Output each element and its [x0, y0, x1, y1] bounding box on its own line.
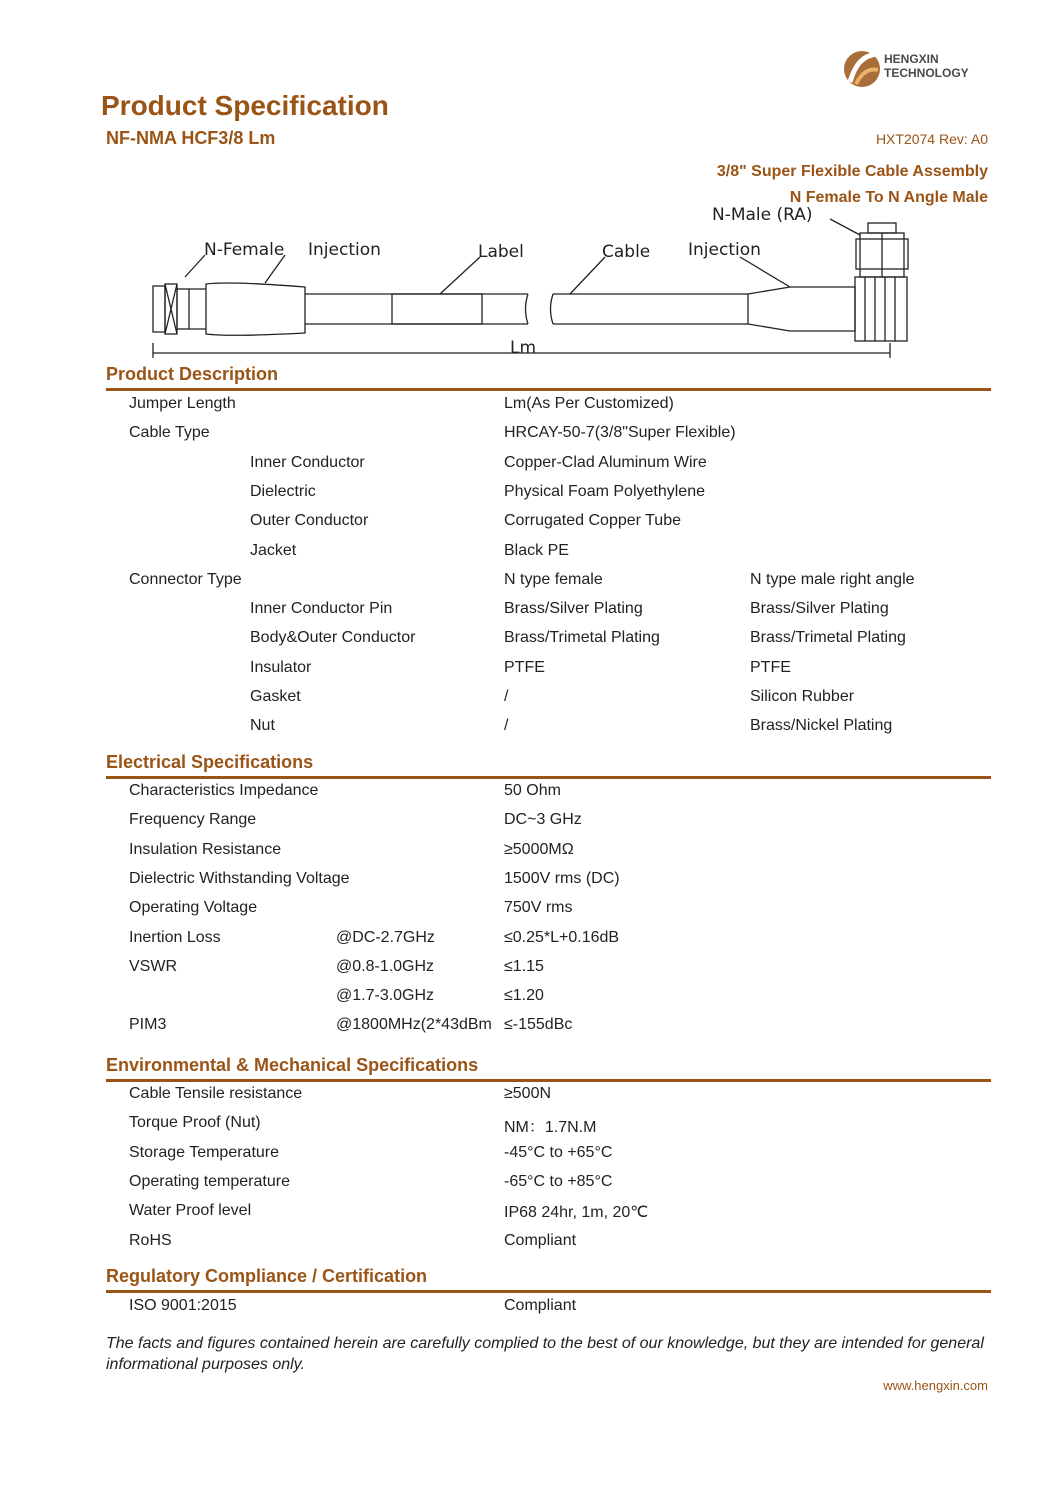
- table-row: [0, 899, 1060, 928]
- table-cell: ≤1.20: [504, 987, 544, 1005]
- table-cell: Inner Conductor Pin: [250, 600, 393, 618]
- table-cell: NM：1.7N.M: [504, 1119, 597, 1137]
- page-title: Product Specification: [101, 90, 389, 121]
- table-cell: -65°C to +85°C: [504, 1172, 613, 1190]
- section-heading: Regulatory Compliance / Certification: [106, 1266, 428, 1286]
- table-cell: PIM3: [129, 1016, 167, 1034]
- table-cell: ≥500N: [504, 1085, 552, 1102]
- table-cell: Frequency Range: [129, 811, 257, 829]
- table-cell: Inner Conductor: [250, 453, 365, 471]
- table-cell: Brass/Silver Plating: [750, 600, 889, 618]
- table-row: [0, 395, 1060, 424]
- table-cell: PTFE: [504, 658, 545, 676]
- table-row: [0, 958, 1060, 987]
- table-row: [0, 717, 1060, 746]
- table-row: [0, 987, 1060, 1016]
- table-cell: @1800MHz(2*43dBm: [336, 1016, 492, 1034]
- table-cell: Brass/Trimetal Plating: [504, 629, 660, 647]
- table-cell: Compliant: [504, 1297, 577, 1314]
- table-row: [0, 629, 1060, 658]
- table-row: [0, 1297, 1060, 1326]
- table-cell: ISO 9001:2015: [129, 1297, 237, 1314]
- table-cell: Physical Foam Polyethylene: [504, 482, 705, 500]
- table-row: [0, 782, 1060, 811]
- table-cell: Nut: [250, 717, 275, 735]
- table-cell: /: [504, 717, 509, 735]
- table-cell: Black PE: [504, 541, 569, 559]
- section-electrical: [106, 754, 991, 779]
- table-row: [0, 688, 1060, 717]
- table-cell: ≥5000MΩ: [504, 840, 574, 858]
- table-row: [0, 841, 1060, 870]
- section-heading: Product Description: [106, 364, 279, 384]
- table-cell: /: [504, 688, 509, 705]
- table-cell: Cable Type: [129, 424, 210, 442]
- table-cell: Inertion Loss: [129, 928, 221, 946]
- table-row: [0, 929, 1060, 958]
- table-cell: 1500V rms (DC): [504, 869, 620, 887]
- table-row: [0, 811, 1060, 840]
- label-n-male: N-Male (RA): [712, 205, 813, 225]
- label-cable: Cable: [602, 242, 651, 262]
- table-cell: Body&Outer Conductor: [250, 629, 416, 647]
- table-cell: N type male right angle: [750, 570, 915, 588]
- table-cell: Operating Voltage: [129, 899, 258, 917]
- table-cell: Cable Tensile resistance: [129, 1085, 303, 1102]
- table-cell: ≤1.15: [504, 957, 544, 975]
- logo-line2: TECHNOLOGY: [884, 66, 969, 80]
- table-cell: Lm(As Per Customized): [504, 395, 674, 412]
- table-cell: @1.7-3.0GHz: [336, 987, 435, 1005]
- label-length: Lm: [510, 338, 537, 358]
- table-cell: IP68 24hr, 1m, 20℃: [504, 1204, 649, 1222]
- table-row: [0, 483, 1060, 512]
- label-label: Label: [478, 242, 524, 262]
- logo-text: [884, 52, 969, 80]
- table-cell: Brass/Silver Plating: [504, 600, 643, 618]
- product-description-line2: N Female To N Angle Male: [789, 189, 988, 206]
- table-cell: Corrugated Copper Tube: [504, 512, 681, 530]
- table-cell: Dielectric Withstanding Voltage: [129, 869, 350, 887]
- section-heading: Electrical Specifications: [106, 752, 314, 772]
- table-cell: Silicon Rubber: [750, 688, 855, 705]
- table-cell: Storage Temperature: [129, 1143, 280, 1161]
- table-cell: Water Proof level: [129, 1202, 252, 1220]
- table-row: [0, 1114, 1060, 1143]
- table-cell: -45°C to +65°C: [504, 1143, 613, 1161]
- table-row: [0, 600, 1060, 629]
- table-cell: N type female: [504, 570, 603, 588]
- table-row: [0, 1085, 1060, 1114]
- table-cell: @DC-2.7GHz: [336, 928, 435, 946]
- table-cell: ≤0.25*L+0.16dB: [504, 928, 620, 946]
- disclaimer: The facts and figures contained herein are carefully complied to the best of our knowledge, but they are intended for general informational purposes only.: [106, 1335, 984, 1373]
- table-cell: Operating temperature: [129, 1172, 290, 1190]
- table-cell: Characteristics Impedance: [129, 782, 319, 799]
- label-n-female: N-Female: [204, 240, 285, 260]
- table-row: [0, 542, 1060, 571]
- section-regulatory: [106, 1268, 991, 1293]
- table-cell: 50 Ohm: [504, 782, 561, 799]
- table-cell: Outer Conductor: [250, 512, 369, 530]
- table-cell: @0.8-1.0GHz: [336, 957, 435, 975]
- section-environmental: [106, 1057, 991, 1082]
- table-row: [0, 512, 1060, 541]
- table-row: [0, 454, 1060, 483]
- table-cell: Insulation Resistance: [129, 840, 282, 858]
- section-heading: Environmental & Mechanical Specifications: [106, 1055, 479, 1075]
- table-cell: Insulator: [250, 658, 312, 676]
- table-cell: VSWR: [129, 957, 177, 975]
- table-row: [0, 870, 1060, 899]
- website-link[interactable]: www.hengxin.com: [883, 1378, 988, 1393]
- table-row: [0, 1144, 1060, 1173]
- table-cell: Jacket: [250, 541, 297, 559]
- table-cell: 750V rms: [504, 899, 573, 917]
- cable-assembly-drawing: [140, 195, 930, 365]
- model-number: NF-NMA HCF3/8 Lm: [106, 128, 276, 148]
- table-row: [0, 659, 1060, 688]
- table-cell: Jumper Length: [129, 395, 236, 412]
- table-cell: Connector Type: [129, 570, 242, 588]
- section-product-description: [106, 366, 991, 391]
- table-cell: Compliant: [504, 1231, 577, 1249]
- label-injection-right: Injection: [688, 240, 761, 260]
- table-row: [0, 1016, 1060, 1045]
- table-cell: RoHS: [129, 1231, 172, 1249]
- document-reference: HXT2074 Rev: A0: [875, 131, 988, 147]
- table-cell: HRCAY-50-7(3/8"Super Flexible): [504, 424, 736, 442]
- table-cell: DC~3 GHz: [504, 811, 582, 829]
- table-row: [0, 1232, 1060, 1261]
- table-row: [0, 424, 1060, 453]
- table-cell: Brass/Trimetal Plating: [750, 629, 906, 647]
- table-cell: Copper-Clad Aluminum Wire: [504, 453, 707, 471]
- table-cell: PTFE: [750, 658, 791, 676]
- table-cell: Gasket: [250, 688, 301, 705]
- table-row: [0, 571, 1060, 600]
- company-logo-icon: [842, 48, 882, 90]
- table-row: [0, 1202, 1060, 1231]
- table-cell: Torque Proof (Nut): [129, 1114, 261, 1132]
- table-cell: Dielectric: [250, 482, 316, 500]
- table-cell: Brass/Nickel Plating: [750, 717, 893, 735]
- product-description-line1: 3/8" Super Flexible Cable Assembly: [716, 163, 988, 180]
- label-injection-left: Injection: [308, 240, 381, 260]
- table-cell: ≤-155dBc: [504, 1016, 573, 1034]
- table-row: [0, 1173, 1060, 1202]
- logo-line1: HENGXIN: [884, 52, 939, 66]
